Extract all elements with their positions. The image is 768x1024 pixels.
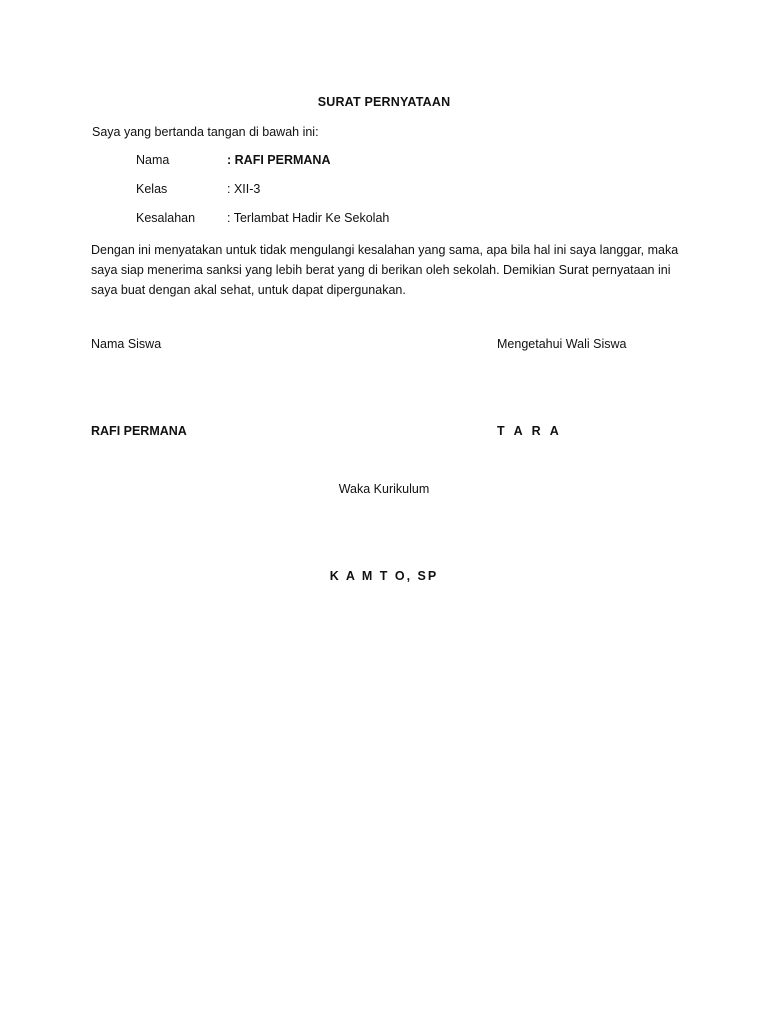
fault-label: Kesalahan xyxy=(136,211,196,225)
curriculum-signature-label: Waka Kurikulum xyxy=(338,482,430,496)
fault-value: : Terlambat Hadir Ke Sekolah xyxy=(227,211,390,225)
statement-paragraph: Dengan ini menyatakan untuk tidak mengulangi kesalahan yang sama, apa bila hal ini saya langgar, maka saya siap menerima sanksi yang lebih berat yang di berikan oleh sekolah. Demikian Surat pernyataan ini saya buat dengan akal sehat, untuk dapat dipergunakan. xyxy=(91,243,679,297)
document-title: SURAT PERNYATAAN xyxy=(317,95,451,109)
class-label: Kelas xyxy=(136,182,168,196)
class-value: : XII-3 xyxy=(227,182,261,196)
name-value: : RAFI PERMANA xyxy=(227,153,331,167)
name-label: Nama xyxy=(136,153,170,167)
curriculum-signature-name: K A M T O, SP xyxy=(329,569,439,583)
student-signature-name: RAFI PERMANA xyxy=(91,424,187,438)
guardian-signature-label: Mengetahui Wali Siswa xyxy=(497,337,627,351)
student-signature-label: Nama Siswa xyxy=(91,337,162,351)
intro-text: Saya yang bertanda tangan di bawah ini: xyxy=(92,125,319,139)
guardian-signature-name: T A R A xyxy=(497,424,562,438)
